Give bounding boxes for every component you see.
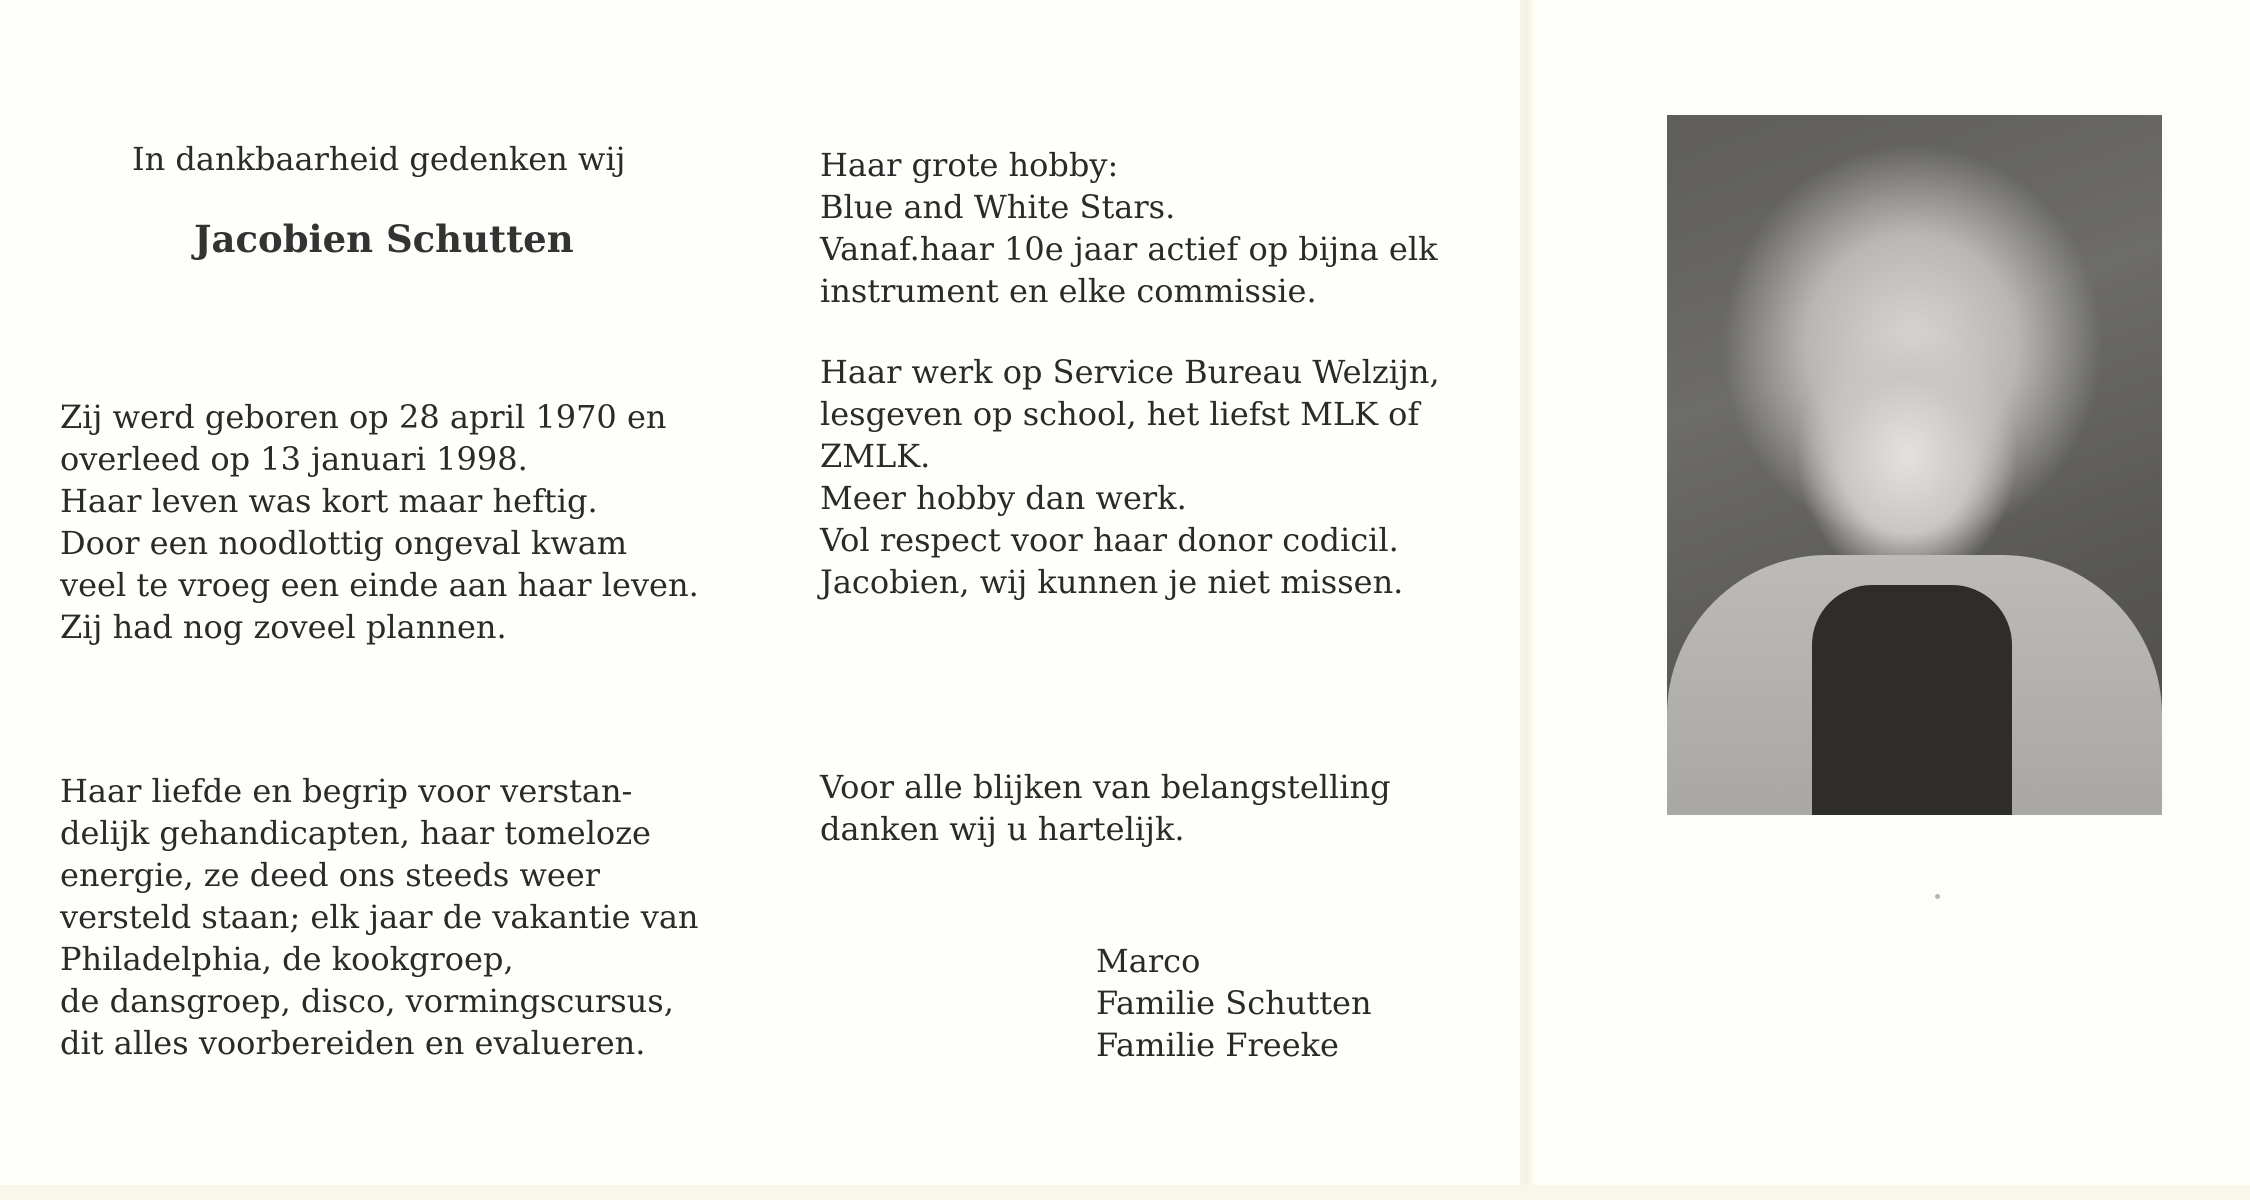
scan-edge <box>0 1185 2250 1200</box>
card-fold <box>1520 0 1534 1185</box>
tribute-paragraph: Haar liefde en begrip voor verstan- delijk gehandicapten, haar tomeloze energie, ze deed ons steeds weer versteld staan; elk jaar de vakantie van Philadelphia, de kookgroep, de dansgroep, disco, vormingscursus, dit alles voorbereiden en evalueren. <box>60 772 699 1062</box>
family-signatures: Marco Familie Schutten Familie Freeke <box>1096 942 1372 1064</box>
work-paragraph: Haar werk op Service Bureau Welzijn, lesgeven op school, het liefst MLK of ZMLK. Meer hobby dan werk. Vol respect voor haar donor codicil. Jacobien, wij kunnen je niet missen. <box>820 353 1440 601</box>
portrait-shirt <box>1812 585 2012 815</box>
portrait-photo <box>1667 115 2162 815</box>
paper-speck <box>1935 894 1940 899</box>
deceased-name: Jacobien Schutten <box>194 217 574 261</box>
thanks-paragraph: Voor alle blijken van belangstelling danken wij u hartelijk. <box>820 768 1391 848</box>
life-summary-paragraph: Zij werd geboren op 28 april 1970 en overleed op 13 januari 1998. Haar leven was kort maar heftig. Door een noodlottig ongeval kwam veel te vroeg een einde aan haar leven. Zij had nog zoveel plannen. <box>60 398 699 646</box>
hobby-paragraph: Haar grote hobby: Blue and White Stars. Vanaf.haar 10e jaar actief op bijna elk instrument en elke commissie. <box>820 146 1438 310</box>
intro-line: In dankbaarheid gedenken wij <box>132 140 626 178</box>
